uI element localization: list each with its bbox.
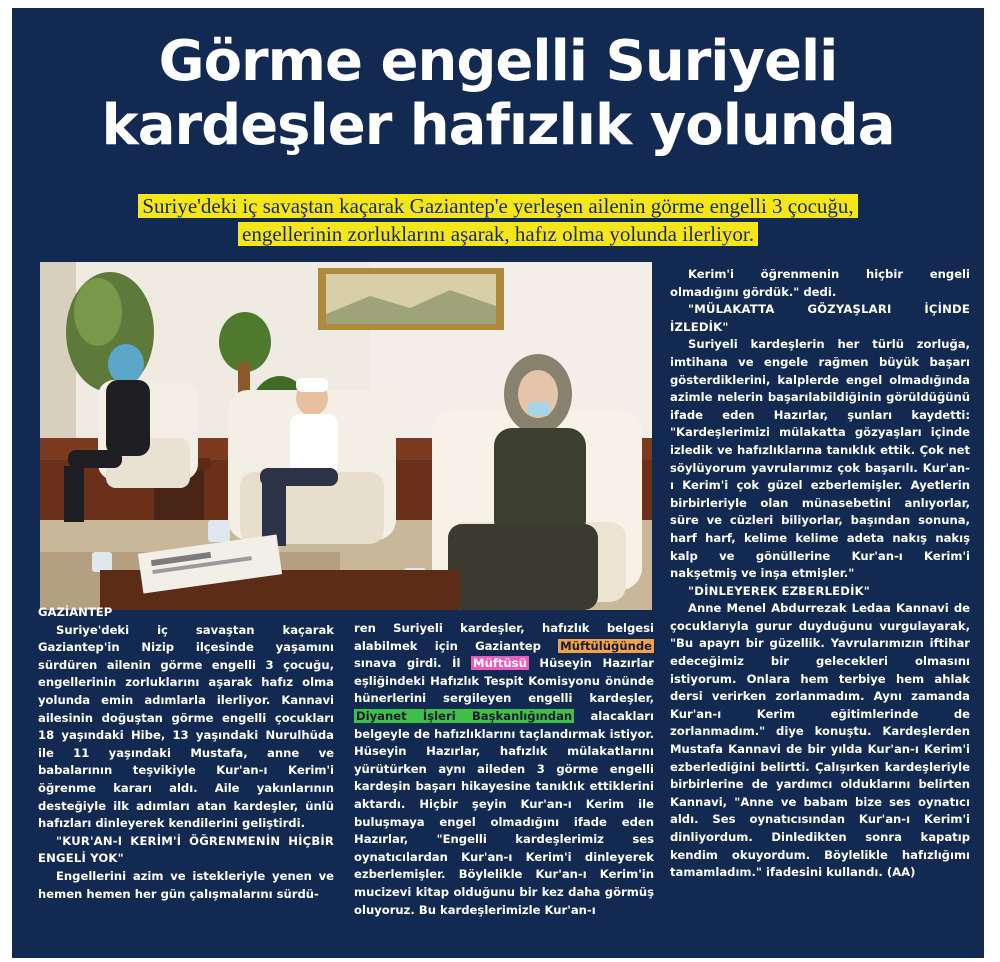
column2-text-4: alacakları belgeyle de hafızlıklarını taçlandırmak istiyor. Hüseyin Hazırlar, hafızlık mülakatlarını yürütürken aynı aileden 3 görme engelli kardeşin başarı hikayesine tanıklık ettiklerini aktardı. Hiçbir şeyin Kur'an-ı Kerim ile buluşmaya engel olmadığını ifade eden Hazırlar, "Engelli kardeşlerimiz ses oynatıcılardan Kur'an-ı Kerim'i dinleyerek ezberlemişler. Böylelikle Kur'an-ı Kerim'in mucizevi kitap olduğunu bir kez daha görmüş oluyoruz. Bu kardeşlerimizle Kur'an-ı xyxy=(354,708,655,917)
column3-paragraph-3: Anne Menel Abdurrezak Ledaa Kannavi de çocuklarıyla gurur duyduğunu vurgulayarak, "Bu apayrı bir güzellik. Yavrularımızın iftihar edeceğimiz bir gelecekleri olmasını istiyorum. Onlara hem terbiye hem ahlak dersi verirken zorlanmadım. Aynı zamanda Kur'an-ı Kerim eğitimlerinde de zorlanmadım." diye konuştu. Kardeşlerden Mustafa Kannavi de bir yılda Kur'an-ı Kerim'i ezberlediğini belirtti. Çalışırken kardeşleriyle birbirlerine de yardımcı olduklarını belirten Kannavi, "Anne ve babam bize ses oynatıcı aldı. Ses oynatıcısından Kur'an-ı Kerim'i dinliyordum. Dinledikten sonra kapatıp kendim okuyordum. Böylelikle hafızlığımı tamamladım." ifadesini kullandı. (AA) xyxy=(670,601,970,880)
column1-paragraph-1: Suriye'deki iç savaştan kaçarak Gaziantep'in Nizip ilçesinde yaşamını sürdüren ailenin görme engelli 3 çocuğu, engellerinin zorluklarını aşarak hafız olma yolunda emin adımlarla ilerliyor. Kannavi ailesinin doğuştan görme engelli çocukları 18 yaşındaki Hibe, 13 yaşındaki Nurulhüda ile 11 yaşındaki Mustafa, anne ve babalarının teşvikiyle Kur'an-ı Kerim'i öğrenme kararı aldı. Aile yakınlarının desteğiyle ilk adımları atan kardeşler, ünlü hafızları dinleyerek kendilerini geliştirdi. xyxy=(38,622,334,831)
headline-line-2: kardeşler hafızlık yolunda xyxy=(101,93,895,158)
highlight-muftuluk: Müftülüğünde xyxy=(560,638,652,653)
headline xyxy=(12,30,984,158)
subtitle-line-1: Suriye'deki iç savaştan kaçarak Gaziantep'e yerleşen ailenin görme engelli 3 çocuğu, xyxy=(138,194,857,218)
column3-subhead-2: "DİNLEYEREK EZBERLEDİK" xyxy=(688,583,871,598)
article-photo xyxy=(40,262,652,610)
column3-paragraph-2: Suriyeli kardeşlerin her türlü zorluğa, imtihana ve engele rağmen büyük başarı gösterdiklerini, kalplerde engel olmadığında azimle nelerin başarılabildiğinin görüldüğünü ifade eden Hazırlar, şunları kaydetti: "Kardeşlerimizi mülakatta gözyaşları içinde izledik ve hafızlıklarına tanıklık ettik. Çok net söylüyorum yavrularımız çok başarılı. Kur'an-ı Kerim'i çok güzel ezberlemişler. Ayetlerin birbirleriyle olan münasebetini anlıyorlar, süre ve cüzleri biliyorlar, başından sonuna, harf harf, kelime kelime adeta nakış nakış kalp ve gönüllerine Kur'an-ı Kerim'i nakşetmiş ve inşa etmişler." xyxy=(670,337,970,581)
column2-text-1: ren Suriyeli kardeşler, hafızlık belgesi alabilmek için Gaziantep xyxy=(354,621,654,653)
subtitle xyxy=(12,192,984,248)
subtitle-line-2: engellerinin zorluklarını aşarak, hafız olma yolunda ilerliyor. xyxy=(238,222,758,246)
dateline: GAZİANTEP xyxy=(38,605,113,619)
column2-paragraph xyxy=(354,620,654,919)
column2-text-3: Hüseyin Hazırlar eşliğindeki Hafızlık Tespit Komisyonu önünde hünerlerini sergileyen engelli kardeşler, xyxy=(354,656,654,706)
highlight-diyanet: Diyanet İşleri Başkanlığından xyxy=(356,708,573,723)
column3-paragraph-1: Kerim'i öğrenmenin hiçbir engeli olmadığını gördük." dedi. xyxy=(670,267,970,299)
column1-paragraph-2: Engellerini azim ve istekleriyle yenen ve hemen hemen her gün çalışmalarını sürdü- xyxy=(38,868,334,901)
newspaper-page xyxy=(12,8,984,958)
column2-text-2: sınava girdi. İl xyxy=(354,656,472,671)
column3-subhead-1: "MÜLAKATTA GÖZYAŞLARI İÇİNDE İZLEDİK" xyxy=(670,302,970,334)
article-column-3 xyxy=(670,266,970,882)
photo-illustration xyxy=(40,262,652,610)
headline-line-1: Görme engelli Suriyeli xyxy=(158,29,838,94)
article-column-2 xyxy=(354,620,654,919)
highlight-muftu: Müftüsü xyxy=(473,656,527,671)
article-column-1 xyxy=(38,604,334,903)
column1-subhead: "KUR'AN-I KERİM'İ ÖĞRENMENİN HİÇBİR ENGELİ YOK" xyxy=(38,833,334,866)
